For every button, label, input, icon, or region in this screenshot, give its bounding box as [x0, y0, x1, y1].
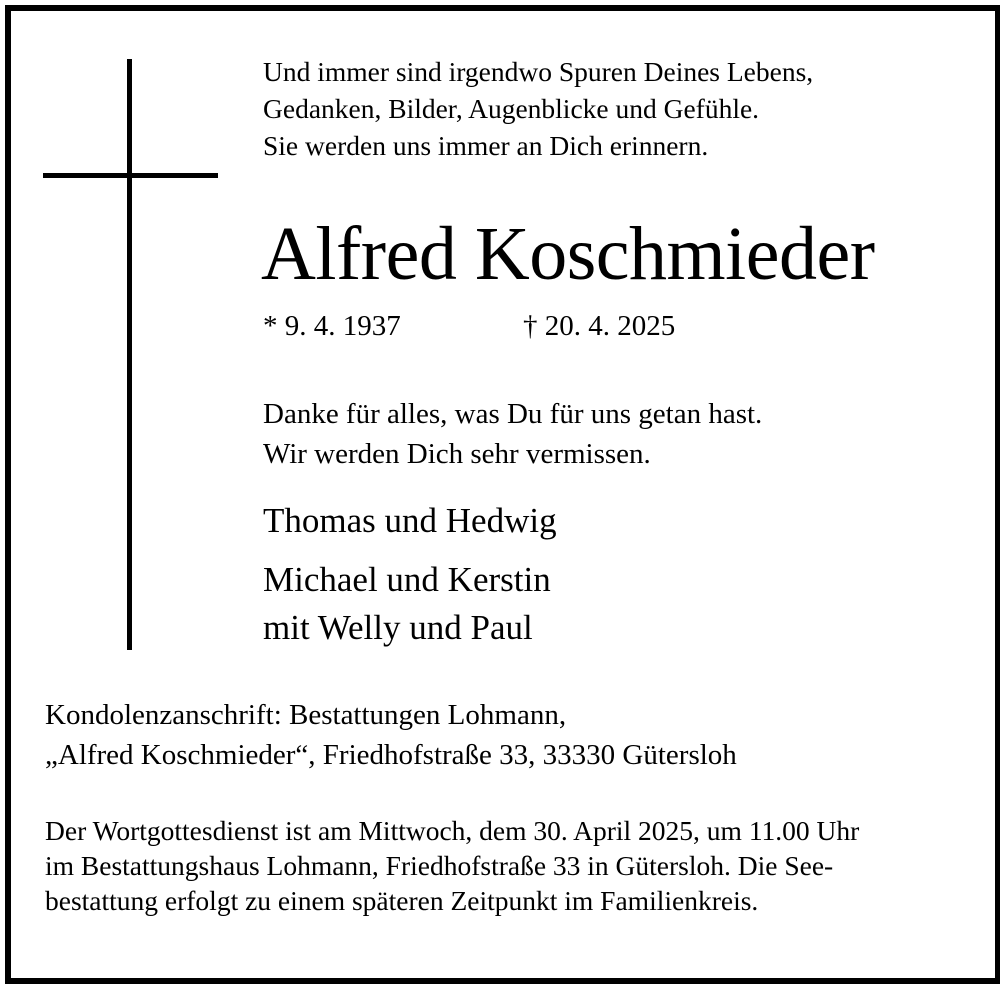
service-line-1: Der Wortgottesdienst ist am Mittwoch, dem 30. April 2025, um 11.00 Uhr: [45, 815, 860, 846]
family-names-1: Thomas und Hedwig: [263, 501, 557, 540]
service-info: [45, 813, 960, 918]
condolence-address: [45, 695, 737, 775]
family-line-2: Michael und Kerstin: [263, 560, 551, 599]
motto-verse: [263, 53, 813, 164]
thanks-text: [263, 394, 762, 474]
deceased-name: Alfred Koschmieder: [261, 212, 875, 296]
service-line-3: bestattung erfolgt zu einem späteren Zeitpunkt im Familienkreis.: [45, 885, 759, 916]
death-date: † 20. 4. 2025: [523, 310, 676, 342]
service-line-2: im Bestattungshaus Lohmann, Friedhofstraße 33 in Gütersloh. Die See-: [45, 850, 834, 881]
cross-vertical-bar: [127, 59, 132, 650]
condolence-line-2: „Alfred Koschmieder“, Friedhofstraße 33, 33330 Gütersloh: [45, 739, 737, 771]
motto-line-1: Und immer sind irgendwo Spuren Deines Lebens,: [263, 56, 814, 87]
condolence-line-1: Kondolenzanschrift: Bestattungen Lohmann,: [45, 699, 567, 731]
family-names-2: [263, 556, 551, 652]
motto-line-2: Gedanken, Bilder, Augenblicke und Gefühle.: [263, 93, 760, 124]
cross-horizontal-bar: [43, 173, 218, 178]
thanks-line-1: Danke für alles, was Du für uns getan hast.: [263, 398, 763, 430]
motto-line-3: Sie werden uns immer an Dich erinnern.: [263, 130, 709, 161]
birth-date: * 9. 4. 1937: [263, 310, 401, 342]
family-line-3: mit Welly und Paul: [263, 608, 533, 647]
thanks-line-2: Wir werden Dich sehr vermissen.: [263, 438, 651, 470]
